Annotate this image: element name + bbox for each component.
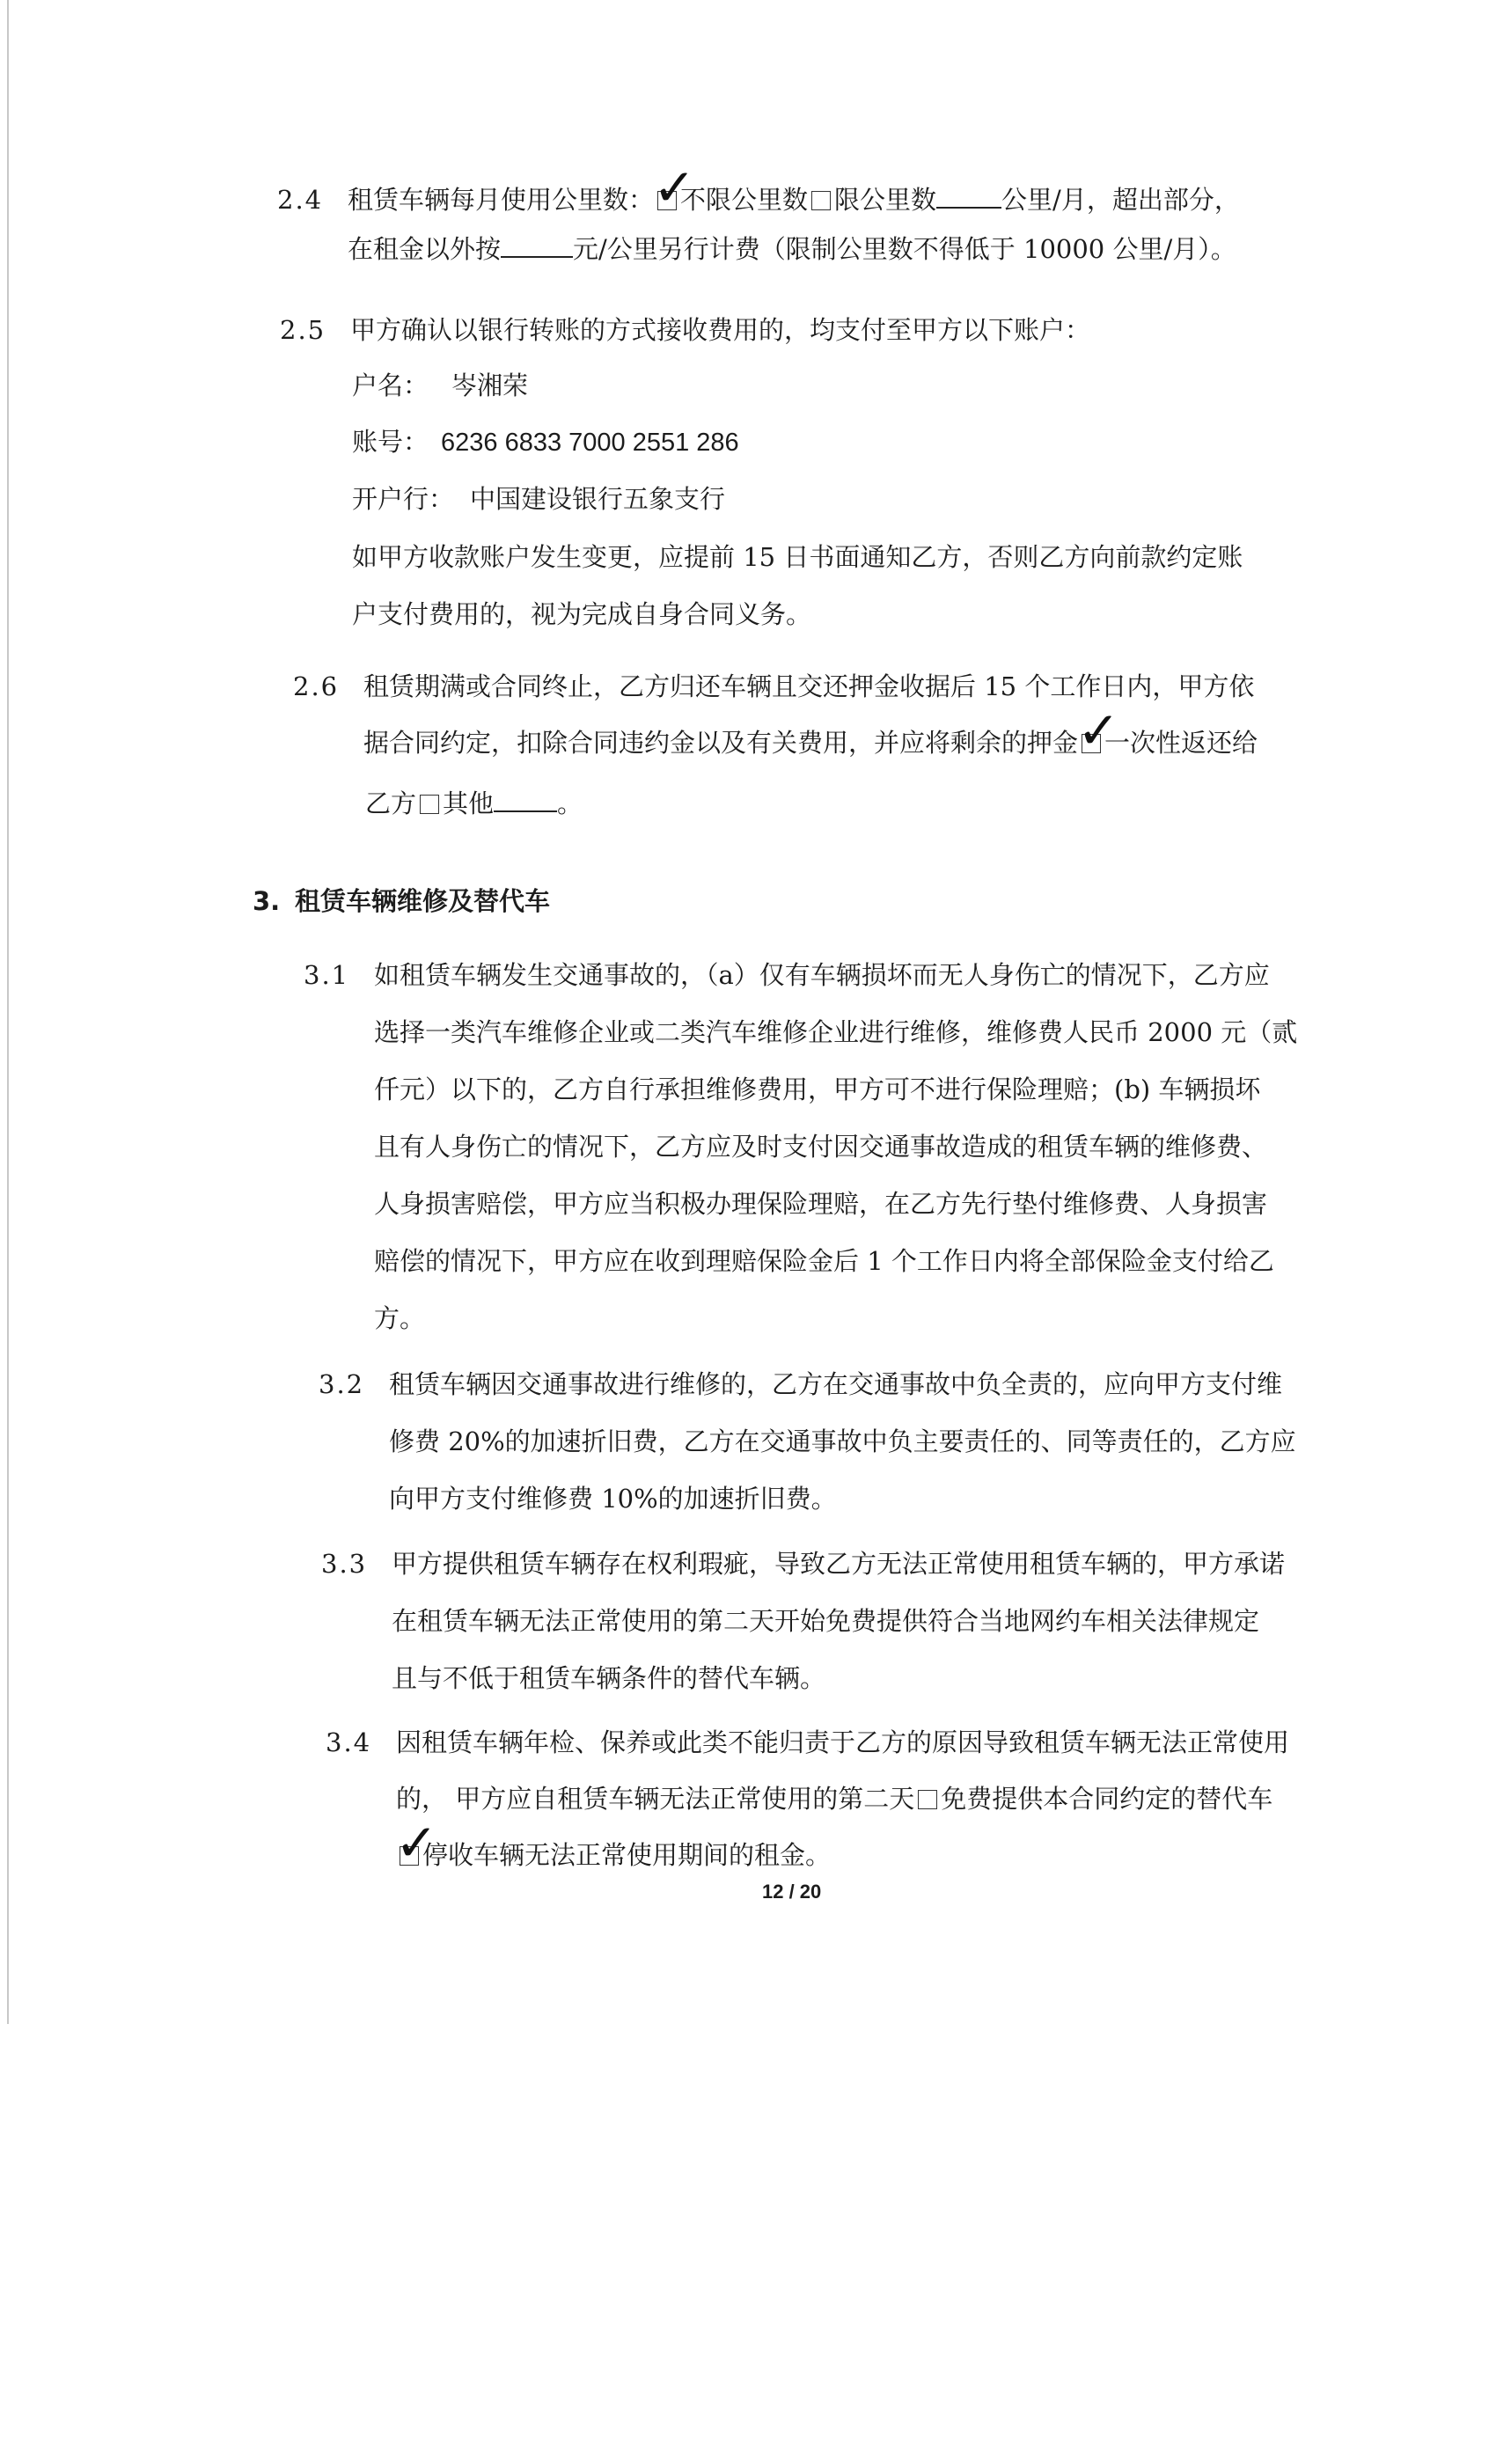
clause-text: 方。 bbox=[374, 1303, 426, 1333]
clause-2-6-line2 bbox=[363, 700, 1258, 760]
scan-edge-line bbox=[7, 0, 9, 2024]
clause-2-6-line3 bbox=[365, 786, 583, 821]
clause-text: 如租赁车辆发生交通事故的，（a）仅有车辆损坏而无人身伤亡的情况下，乙方应 bbox=[374, 960, 1270, 990]
clause-number: 2.4 bbox=[277, 185, 324, 215]
clause-3-4-line3 bbox=[395, 1813, 832, 1873]
clause-text: 甲方提供租赁车辆存在权利瑕疵，导致乙方无法正常使用租赁车辆的，甲方承诺 bbox=[392, 1549, 1286, 1579]
clause-text: 租赁车辆每月使用公里数： bbox=[348, 185, 655, 215]
clause-3-2-line2 bbox=[389, 1424, 1296, 1459]
section-title: 租赁车辆维修及替代车 bbox=[295, 886, 551, 916]
clause-text: 公里/月，超出部分， bbox=[1001, 185, 1240, 215]
account-name-label: 户名： bbox=[352, 370, 429, 400]
clause-text: 在租金以外按 bbox=[348, 234, 502, 264]
clause-2-4-line1 bbox=[277, 158, 1240, 217]
page-number: 12 / 20 bbox=[762, 1881, 822, 1903]
clause-2-5-note2 bbox=[352, 597, 811, 632]
checkbox-stop-rent[interactable] bbox=[395, 1813, 438, 1873]
clause-text: 租赁期满或合同终止，乙方归还车辆且交还押金收据后 15 个工作日内，甲方依 bbox=[363, 671, 1255, 701]
clause-number: 3.1 bbox=[304, 960, 350, 990]
checkbox-replacement-vehicle[interactable] bbox=[918, 1790, 937, 1809]
clause-text: 仟元）以下的，乙方自行承担维修费用，甲方可不进行保险理赔；(b) 车辆损坏 bbox=[374, 1074, 1261, 1104]
clause-2-4-line2 bbox=[348, 231, 1236, 267]
clause-text: 向甲方支付维修费 10%的加速折旧费。 bbox=[389, 1484, 837, 1514]
clause-text: 赔偿的情况下，甲方应在收到理赔保险金后 1 个工作日内将全部保险金支付给乙 bbox=[374, 1246, 1274, 1276]
clause-3-1-line4 bbox=[374, 1129, 1267, 1164]
clause-text: 且有人身伤亡的情况下，乙方应及时支付因交通事故造成的租赁车辆的维修费、 bbox=[374, 1132, 1268, 1162]
clause-3-1-line6 bbox=[374, 1243, 1274, 1279]
clause-text: 人身损害赔偿，甲方应当积极办理保险理赔，在乙方先行垫付维修费、人身损害 bbox=[374, 1189, 1268, 1219]
clause-number: 3.3 bbox=[321, 1549, 368, 1579]
clause-2-5-note1 bbox=[352, 539, 1243, 575]
blank-other-field[interactable] bbox=[494, 786, 557, 812]
clause-text: 免费提供本合同约定的替代车 bbox=[941, 1784, 1273, 1814]
clause-text: 停收车辆无法正常使用期间的租金。 bbox=[422, 1840, 832, 1870]
clause-3-1-line7 bbox=[374, 1301, 425, 1336]
clause-text: 的， 甲方应自租赁车辆无法正常使用的第二天 bbox=[396, 1784, 915, 1814]
clause-3-3-line1 bbox=[321, 1546, 1285, 1581]
clause-text: 户支付费用的，视为完成自身合同义务。 bbox=[352, 599, 812, 629]
section-3-heading bbox=[253, 884, 550, 919]
bank-value: 中国建设银行五象支行 bbox=[470, 484, 726, 514]
clause-text: 因租赁车辆年检、保养或此类不能归责于乙方的原因导致租赁车辆无法正常使用 bbox=[396, 1727, 1290, 1757]
clause-3-3-line2 bbox=[392, 1603, 1259, 1639]
clause-3-3-line3 bbox=[392, 1661, 825, 1696]
clause-number: 2.6 bbox=[293, 671, 340, 701]
checkbox-other[interactable] bbox=[420, 795, 439, 814]
clause-3-4-line1 bbox=[326, 1725, 1289, 1760]
bank-label: 开户行： bbox=[352, 484, 455, 514]
bank-row bbox=[352, 481, 725, 517]
clause-number: 3.2 bbox=[319, 1369, 365, 1399]
clause-3-2-line1 bbox=[319, 1367, 1282, 1402]
clause-number: 3.4 bbox=[326, 1727, 372, 1757]
clause-3-1-line5 bbox=[374, 1186, 1267, 1221]
clause-text: 其他 bbox=[443, 788, 495, 818]
clause-3-4-line2 bbox=[396, 1781, 1272, 1816]
clause-text: 据合同约定，扣除合同违约金以及有关费用，并应将剩余的押金 bbox=[363, 728, 1079, 758]
account-number-value: 6236 6833 7000 2551 286 bbox=[441, 429, 739, 457]
clause-text: 选择一类汽车维修企业或二类汽车维修企业进行维修，维修费人民币 2000 元（贰 bbox=[374, 1017, 1298, 1047]
clause-text: 修费 20%的加速折旧费，乙方在交通事故中负主要责任的、同等责任的，乙方应 bbox=[389, 1426, 1296, 1456]
account-number-row bbox=[352, 424, 739, 460]
checkbox-unlimited-mileage[interactable] bbox=[653, 158, 696, 217]
clause-3-1-line1 bbox=[304, 957, 1270, 993]
account-number-label: 账号： bbox=[352, 427, 429, 457]
account-name-row bbox=[352, 368, 528, 403]
checkbox-deposit-refund-once[interactable] bbox=[1077, 700, 1120, 760]
clause-text: 一次性返还给 bbox=[1104, 728, 1258, 758]
clause-text: 租赁车辆因交通事故进行维修的，乙方在交通事故中负全责的，应向甲方支付维 bbox=[389, 1369, 1283, 1399]
checkmark-icon: ✓ bbox=[1077, 700, 1120, 760]
checkmark-icon: ✓ bbox=[395, 1813, 438, 1873]
clause-text: 如甲方收款账户发生变更，应提前 15 日书面通知乙方，否则乙方向前款约定账 bbox=[352, 542, 1243, 572]
clause-3-2-line3 bbox=[389, 1481, 837, 1516]
clause-2-5-line1 bbox=[280, 312, 1090, 348]
blank-mileage-field[interactable] bbox=[936, 182, 1001, 209]
clause-text: 甲方确认以银行转账的方式接收费用的，均支付至甲方以下账户： bbox=[350, 315, 1091, 345]
clause-number: 2.5 bbox=[280, 315, 326, 345]
clause-text: 元/公里另行计费（限制公里数不得低于 10000 公里/月）。 bbox=[573, 234, 1236, 264]
checkbox-limited-mileage[interactable] bbox=[811, 191, 831, 210]
section-number: 3. bbox=[253, 886, 281, 916]
clause-3-1-line2 bbox=[374, 1015, 1297, 1050]
clause-text: 在租赁车辆无法正常使用的第二天开始免费提供符合当地网约车相关法律规定 bbox=[392, 1606, 1260, 1636]
clause-text: 且与不低于租赁车辆条件的替代车辆。 bbox=[392, 1663, 826, 1693]
option-limited-mileage: 限公里数 bbox=[834, 185, 937, 215]
clause-text: 。 bbox=[557, 788, 583, 818]
account-name-value: 岑湘荣 bbox=[451, 370, 529, 400]
option-unlimited-mileage: 不限公里数 bbox=[680, 185, 809, 215]
clause-text: 乙方 bbox=[365, 788, 417, 818]
clause-2-6-line1 bbox=[293, 669, 1254, 704]
blank-rate-field[interactable] bbox=[501, 231, 573, 258]
checkmark-icon: ✓ bbox=[653, 158, 696, 217]
clause-3-1-line3 bbox=[374, 1072, 1260, 1107]
